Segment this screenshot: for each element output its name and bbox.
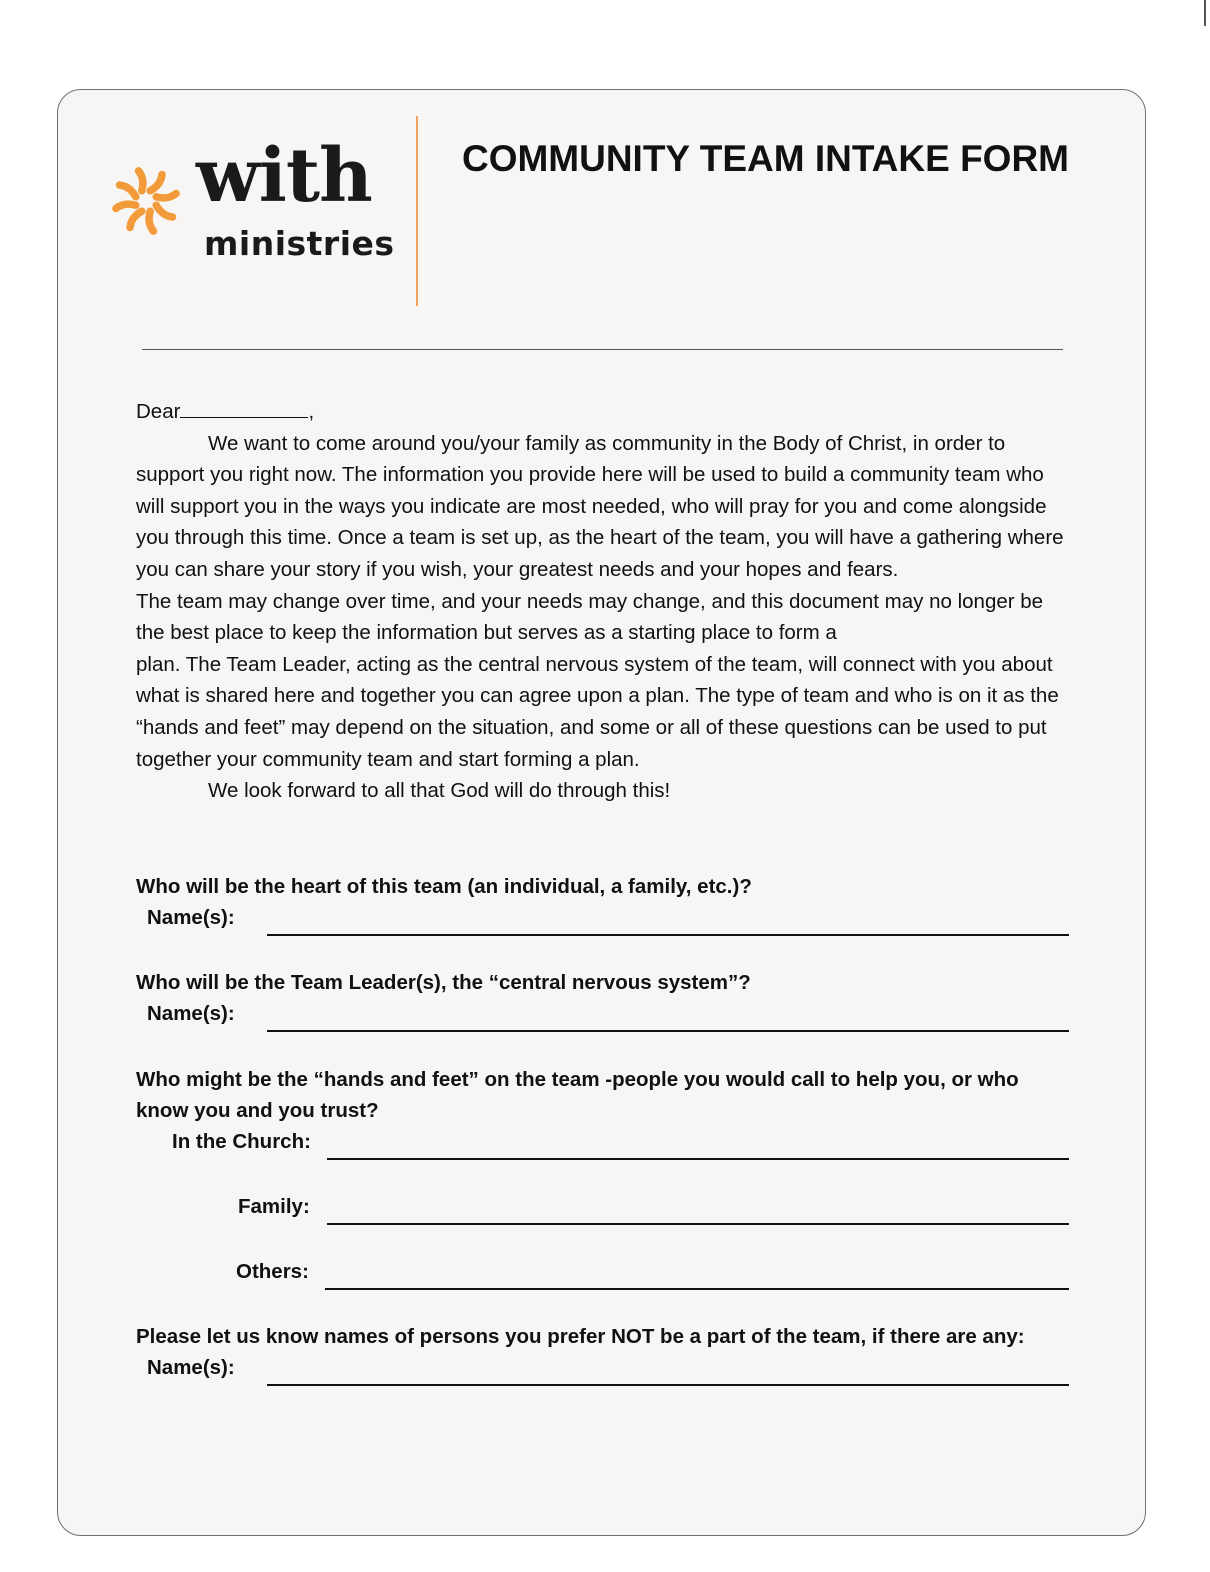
- leader-name-field[interactable]: [267, 1030, 1069, 1032]
- logo-subtitle: ministries: [204, 224, 395, 263]
- question-hands-feet: Who might be the “hands and feet” on the team -people you would call to help you, or who know you and you trust?: [136, 1068, 1019, 1122]
- sunburst-ray: [156, 194, 176, 198]
- sunburst-ray: [116, 204, 136, 208]
- with-ministries-logo: [110, 133, 395, 277]
- family-field[interactable]: [327, 1223, 1069, 1225]
- question-exclude: Please let us know names of persons you prefer NOT be a part of the team, if there are any:: [136, 1325, 1025, 1348]
- church-field[interactable]: [327, 1158, 1069, 1160]
- question-heart: Who will be the heart of this team (an individual, a family, etc.)?: [136, 875, 752, 898]
- recipient-blank[interactable]: [180, 401, 308, 418]
- heart-name-field[interactable]: [267, 934, 1069, 936]
- family-label: Family:: [238, 1195, 310, 1218]
- sunburst-ray: [120, 185, 136, 197]
- letter-paragraph-2b: plan. The Team Leader, acting as the central nervous system of the team, will connect with you about what is shared here and together you can agree upon a plan. The type of team and who is on it as the “hands and feet” may depend on the situation, and some or all of these questions can be used to put together your community team and start forming a plan.: [136, 652, 1059, 771]
- sunburst-ray: [130, 211, 142, 227]
- leader-name-label: Name(s):: [147, 1002, 235, 1025]
- others-field[interactable]: [325, 1288, 1069, 1290]
- question-leader: Who will be the Team Leader(s), the “central nervous system”?: [136, 971, 751, 994]
- form-page: [57, 89, 1146, 1536]
- letter-paragraph-2a: The team may change over time, and your needs may change, and this document may no longer be the best place to keep the information but serves as a starting place to form a: [136, 589, 1044, 645]
- sunburst-ray: [150, 175, 162, 191]
- scroll-edge-mark: [1204, 0, 1206, 26]
- letter-closing: We look forward to all that God will do through this!: [208, 779, 671, 803]
- sunburst-ray: [149, 211, 153, 231]
- sunburst-icon: [110, 165, 182, 237]
- salutation: Dear: [136, 400, 181, 423]
- logo-wordmark: with: [196, 133, 372, 219]
- church-label: In the Church:: [172, 1130, 311, 1153]
- salutation-line: [136, 396, 1076, 428]
- intro-letter: [136, 396, 1076, 807]
- salutation-comma: ,: [308, 400, 315, 423]
- others-label: Others:: [236, 1260, 309, 1283]
- exclude-name-label: Name(s):: [147, 1356, 235, 1379]
- sunburst-ray: [156, 205, 172, 217]
- heart-name-label: Name(s):: [147, 906, 235, 929]
- letter-paragraph-1: We want to come around you/your family as community in the Body of Christ, in order to support you right now. The information you provide here will be used to build a community team who will support you in the ways you indicate are most needed, who will pray for you and come alongside you through this time. Once a team is set up, as the heart of the team, you will have a gathering where you can share your story if you wish, your greatest needs and your hopes and fears.: [136, 431, 1064, 581]
- header-rule: [142, 349, 1063, 350]
- exclude-name-field[interactable]: [267, 1384, 1069, 1386]
- form-title: COMMUNITY TEAM INTAKE FORM: [461, 138, 1069, 179]
- sunburst-ray: [139, 171, 143, 191]
- header-divider: [416, 116, 418, 306]
